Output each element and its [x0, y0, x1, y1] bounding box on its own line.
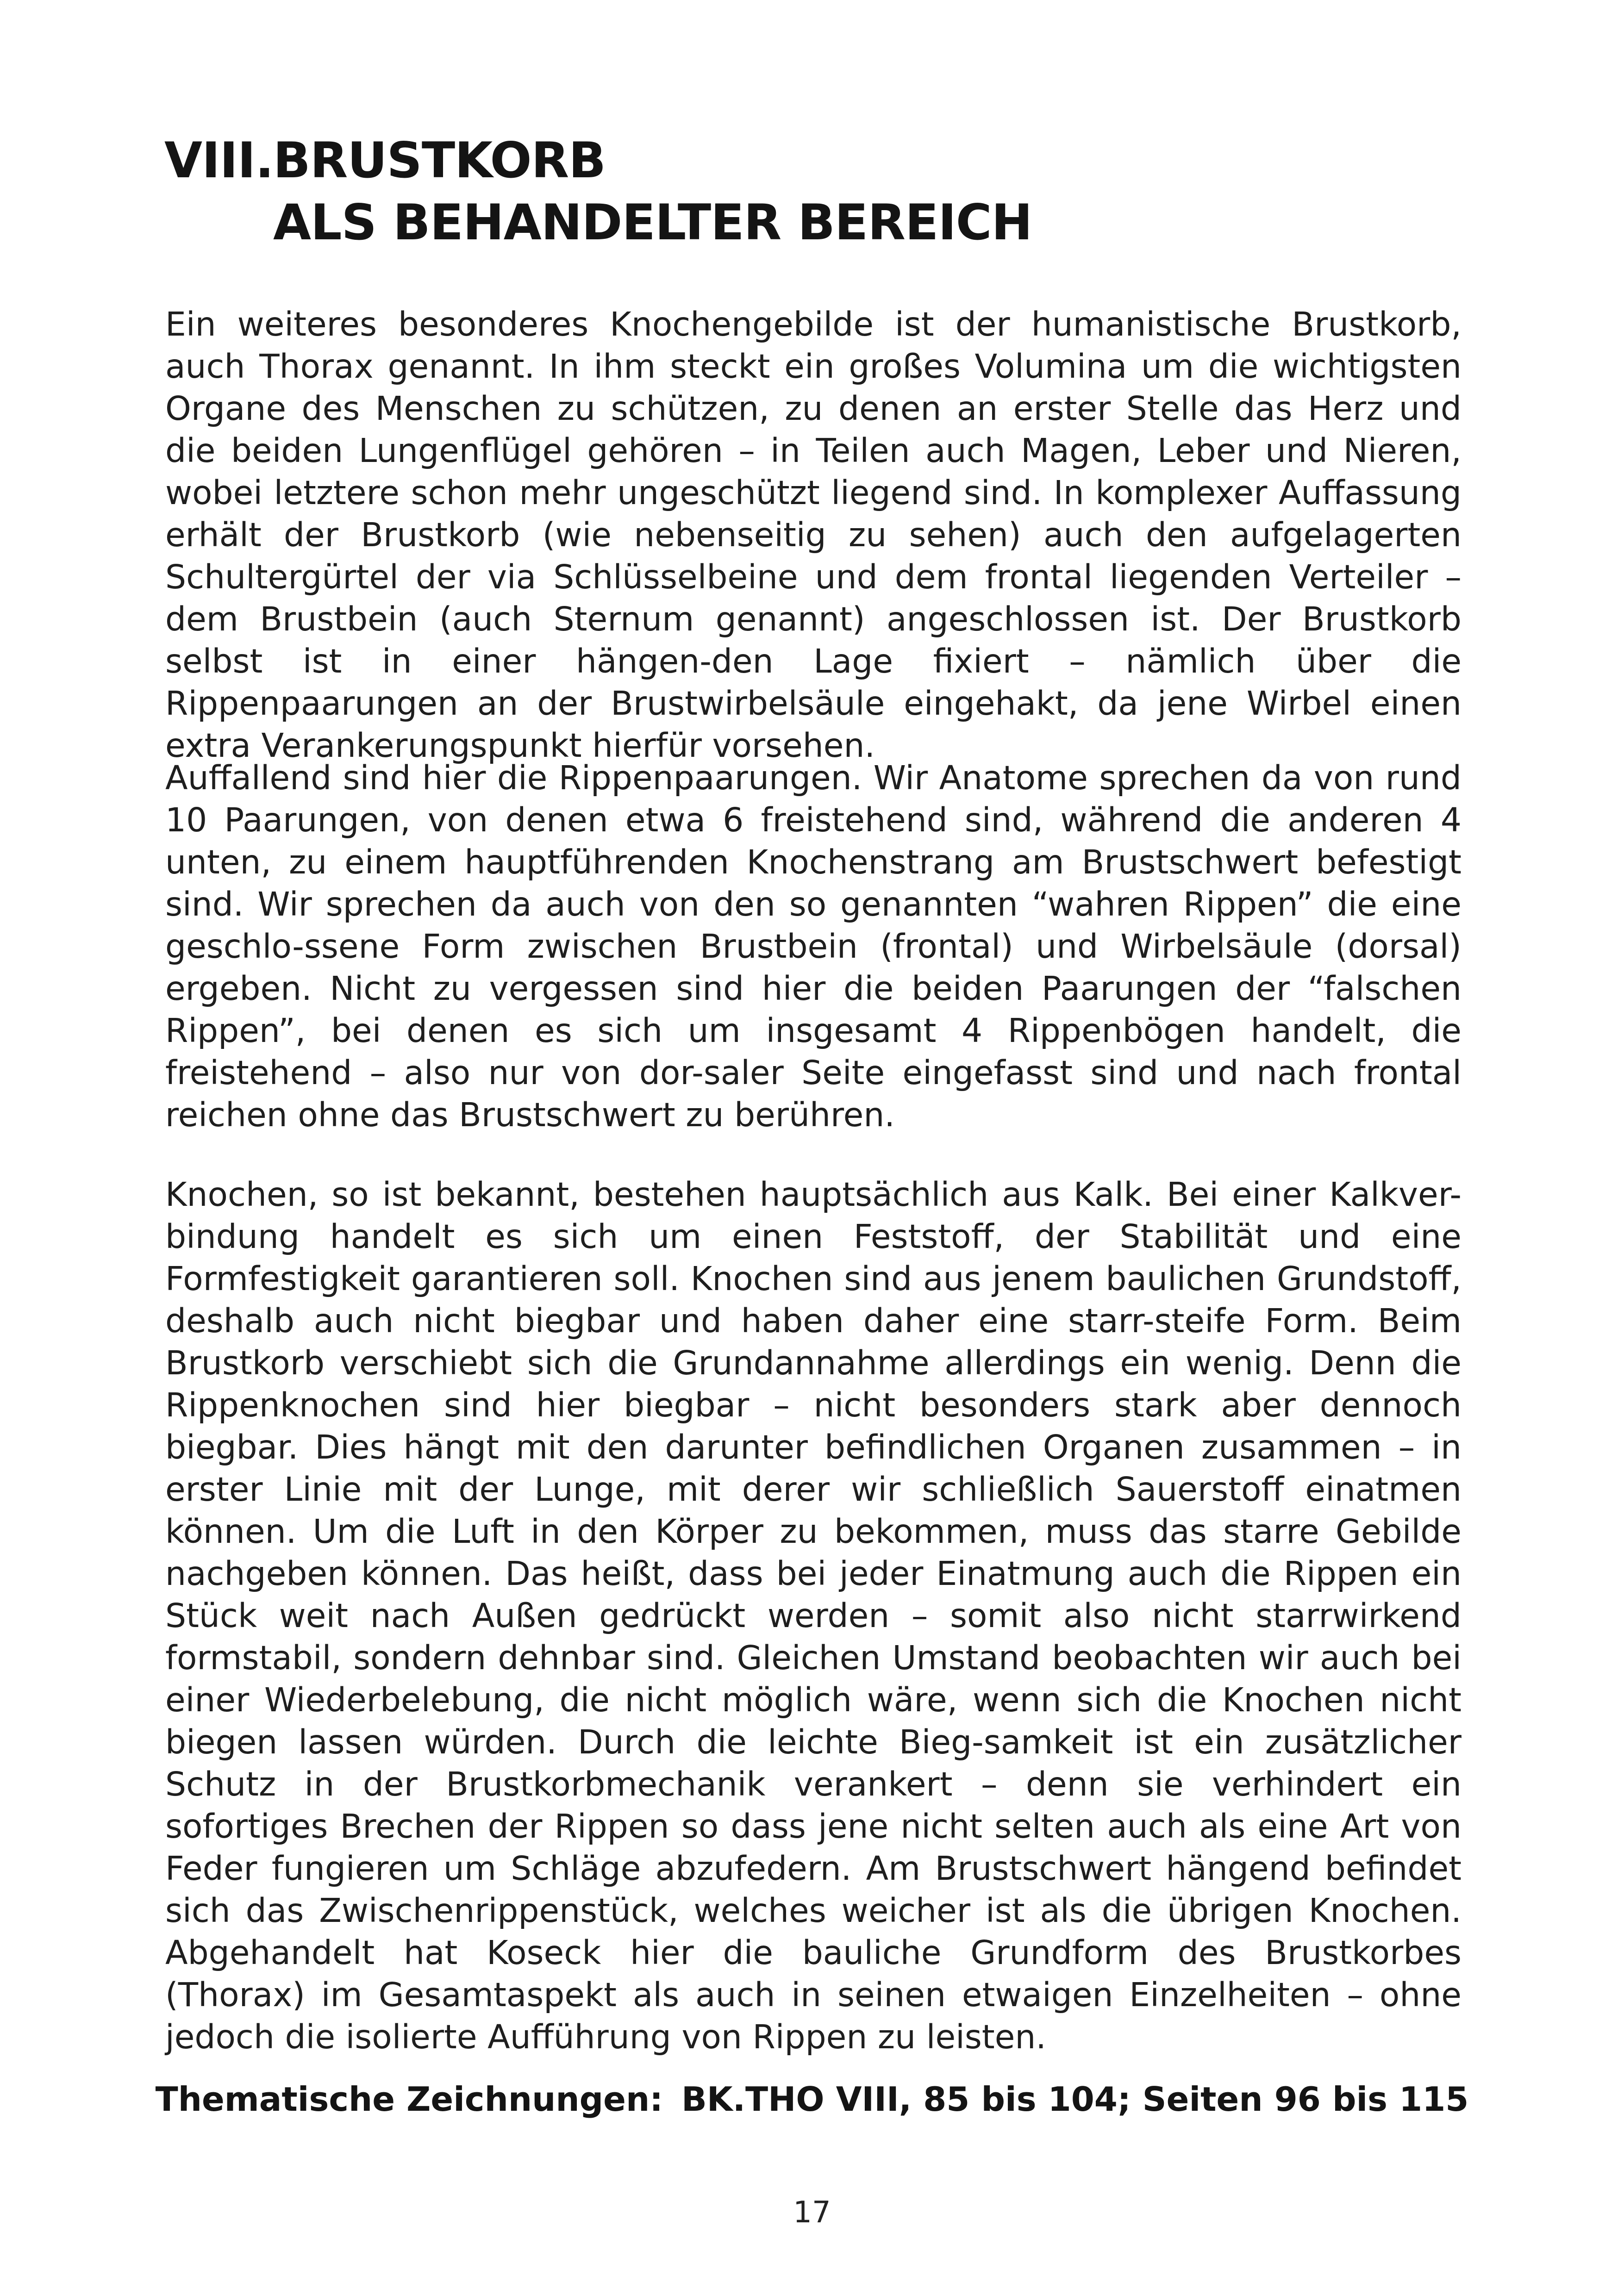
drawings-reference-value: BK.THO VIII, 85 bis 104; Seiten 96 bis 115 — [681, 2080, 1469, 2119]
drawings-reference-label: Thematische Zeichnungen: — [155, 2080, 663, 2119]
chapter-heading — [164, 130, 1032, 254]
chapter-number: VIII. — [164, 132, 274, 189]
chapter-heading-line-1 — [164, 130, 1032, 192]
chapter-title-line-1: BRUSTKORB — [273, 132, 606, 189]
chapter-title-line-2: ALS BEHANDELTER BEREICH — [273, 194, 1032, 251]
body-paragraph-2: Auffallend sind hier die Rippenpaarungen. Wir Anatome sprechen da von rund 10 Paarungen, von denen etwa 6 freistehend sind, während die anderen 4 unten, zu einem hauptführenden Knochenstrang am Brustschwert befestigt sind. Wir sprechen da auch von den so genannten “wahren Rippen” die eine geschlo-ssene Form zwischen Brustbein (frontal) und Wirbelsäule (dorsal) ergeben. Nicht zu vergessen sind hier die beiden Paarungen der “falschen Rippen”, bei denen es sich um insgesamt 4 Rippenbögen handelt, die freistehend – also nur von dor-saler Seite eingefasst sind und nach frontal reichen ohne das Brustschwert zu berühren. — [165, 759, 1462, 1134]
page-number: 17 — [793, 2195, 831, 2230]
drawings-reference — [0, 2078, 1624, 2120]
body-paragraph-1: Ein weiteres besonderes Knochengebilde ist der humanistische Brustkorb, auch Thorax genannt. In ihm steckt ein großes Volumina um die wichtigsten Organe des Menschen zu schützen, zu denen an erster Stelle das Herz und die beiden Lungenflügel gehören – in Teilen auch Magen, Leber und Nieren, wobei letztere schon mehr ungeschützt liegend sind. In komplexer Auffassung erhält der Brustkorb (wie nebenseitig zu sehen) auch den aufgelagerten Schultergürtel der via Schlüsselbeine und dem frontal liegenden Verteiler – dem Brustbein (auch Sternum genannt) angeschlossen ist. Der Brustkorb selbst ist in einer hängen-den Lage fixiert – nämlich über die Rippenpaarungen an der Brustwirbelsäule eingehakt, da jene Wirbel einen extra Verankerungspunkt hierfür vorsehen. — [165, 305, 1462, 765]
body-paragraph-3: Knochen, so ist bekannt, bestehen hauptsächlich aus Kalk. Bei einer Kalkver-bindung handelt es sich um einen Feststoff, der Stabilität und eine Formfestigkeit garantieren soll. Knochen sind aus jenem baulichen Grundstoff, deshalb auch nicht biegbar und haben daher eine starr-steife Form. Beim Brustkorb verschiebt sich die Grundannahme allerdings ein wenig. Denn die Rippenknochen sind hier biegbar – nicht besonders stark aber dennoch biegbar. Dies hängt mit den darunter befindlichen Organen zusammen – in erster Linie mit der Lunge, mit derer wir schließlich Sauerstoff einatmen können. Um die Luft in den Körper zu bekommen, muss das starre Gebilde nachgeben können. Das heißt, dass bei jeder Einatmung auch die Rippen ein Stück weit nach Außen gedrückt werden – somit also nicht starrwirkend formstabil, sondern dehnbar sind. Gleichen Umstand beobachten wir auch bei einer Wiederbelebung, die nicht möglich wäre, wenn sich die Knochen nicht biegen lassen würden. Durch die leichte Bieg-samkeit ist ein zusätzlicher Schutz in der Brustkorbmechanik verankert – denn sie verhindert ein sofortiges Brechen der Rippen so dass jene nicht selten auch als eine Art von Feder fungieren um Schläge abzufedern. Am Brustschwert hängend befindet sich das Zwischenrippenstück, welches weicher ist als die übrigen Knochen. Abgehandelt hat Koseck hier die bauliche Grundform des Brustkorbes (Thorax) im Gesamtaspekt als auch in seinen etwaigen Einzelheiten – ohne jedoch die isolierte Aufführung von Rippen zu leisten. — [165, 1175, 1462, 2056]
chapter-heading-line-2 — [164, 192, 1032, 254]
